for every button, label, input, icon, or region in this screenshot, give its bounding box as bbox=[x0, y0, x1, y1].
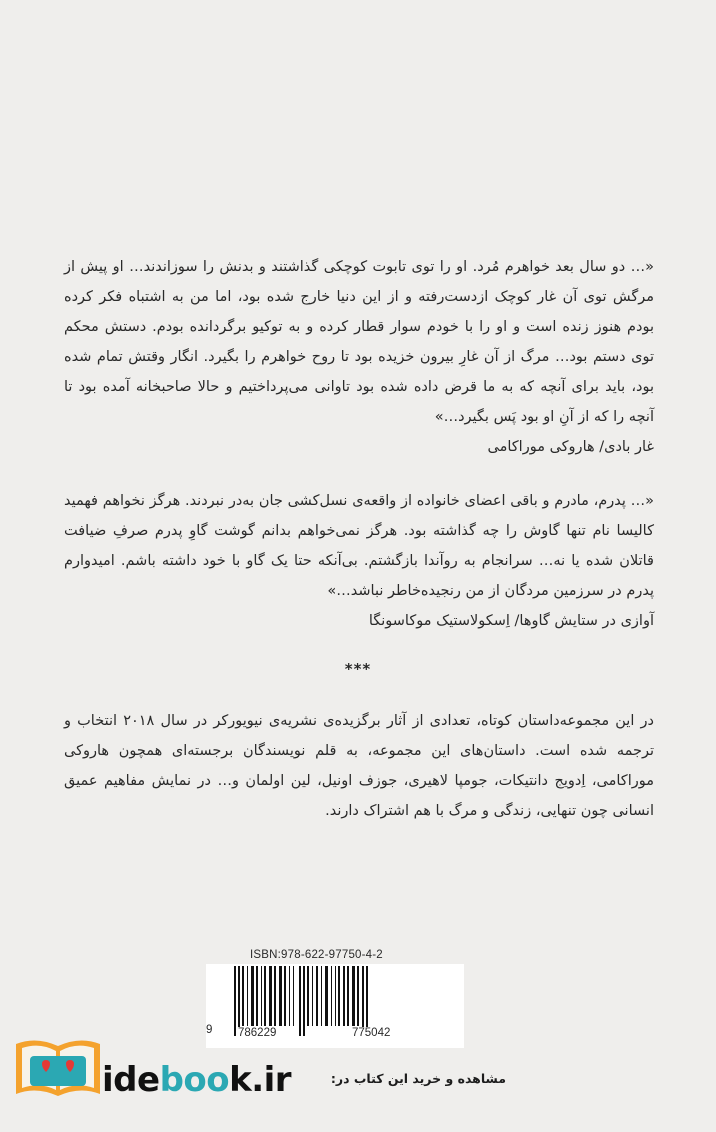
barcode-bar bbox=[331, 966, 332, 1026]
barcode-bar bbox=[303, 966, 305, 1036]
barcode-bar bbox=[366, 966, 368, 1036]
barcode-bar bbox=[261, 966, 262, 1026]
barcode-left-digits: 786229 bbox=[238, 1027, 277, 1039]
barcode-bar bbox=[347, 966, 349, 1026]
barcode-bar bbox=[234, 966, 236, 1036]
barcode-bar bbox=[299, 966, 301, 1036]
quote-block-1 bbox=[64, 252, 654, 462]
barcode-bar bbox=[247, 966, 248, 1026]
barcode-bar bbox=[321, 966, 322, 1026]
quote-source: غار بادی/ هاروکی موراکامی bbox=[487, 439, 654, 455]
book-description: در این مجموعه‌داستان کوتاه، تعدادی از آثار برگزیده‌ی نشریه‌ی نیویورکر در سال ۲۰۱۸ انتخاب و ترجمه شده است. داستان‌های این مجموعه، به قلم نویسندگان برجسته‌ای همچون هاروکی موراکامی، اِدویج دانتیکات، جومپا لاهیری، جوزف اونیل، لین اولمان و… در نمایش مفاهیم عمیق انسانی چون تنهایی، زندگی و مرگ با هم اشتراک دارند. bbox=[64, 713, 654, 819]
barcode-bar bbox=[269, 966, 272, 1026]
barcode-bar bbox=[316, 966, 318, 1026]
quote-text: «… دو سال بعد خواهرم مُرد. او را توی تابوت کوچکی گذاشتند و بدنش را سوزاندند… او پیش از مرگش توی آن غار کوچک ازدست‌رفته و از این دنیا خارج شده بود، اما من به اشتباه فکر کرده بودم هنوز زنده است و او را با خودم سوار قطار کرده و به توکیو برگردانده بودم. دستش محکم توی دستم بود… مرگ از آن غارِ بیرون خزیده بود تا روح خواهرم را بگیرد. انگار وقتش تمام شده بود، باید برای آنچه که به ما قرض داده شده بود تاوانی می‌پرداختیم و حالا صاحبخانه آمده بود تا آنچه را که از آنِ او بود پَس بگیرد…» bbox=[64, 259, 654, 425]
barcode-bar bbox=[325, 966, 328, 1026]
barcode-bar bbox=[343, 966, 345, 1026]
quote-source: آوازی در ستایش گاوها/ اِسکولاستیک موکاسونگا bbox=[368, 613, 654, 629]
barcode-bar bbox=[274, 966, 276, 1026]
barcode-first-digit: 9 bbox=[206, 1024, 213, 1036]
barcode-bar bbox=[238, 966, 240, 1036]
promo-text: مشاهده و خرید این کتاب در: bbox=[330, 1071, 506, 1086]
barcode-bar bbox=[279, 966, 282, 1026]
logo-prefix: ide bbox=[102, 1060, 160, 1100]
open-book-icon bbox=[12, 1034, 104, 1102]
barcode-bar bbox=[289, 966, 290, 1026]
barcode-bar bbox=[256, 966, 258, 1026]
barcode bbox=[206, 964, 464, 1048]
logo-suffix: k.ir bbox=[229, 1060, 292, 1100]
barcode-bar bbox=[338, 966, 340, 1026]
barcode-bar bbox=[284, 966, 286, 1026]
barcode-bar bbox=[307, 966, 309, 1026]
barcode-right-digits: 775042 bbox=[352, 1027, 391, 1039]
section-separator: *** bbox=[344, 660, 372, 678]
barcode-bar bbox=[357, 966, 359, 1026]
barcode-bar bbox=[352, 966, 355, 1026]
barcode-bar bbox=[362, 966, 364, 1036]
barcode-bar bbox=[312, 966, 313, 1026]
barcode-bar bbox=[335, 966, 336, 1026]
isbn-label: ISBN:978-622-97750-4-2 bbox=[250, 949, 383, 961]
quote-text: «… پدرم، مادرم و باقی اعضای خانواده از واقعه‌ی نسل‌کشی جان به‌در نبردند. هرگز نخواهم فهمید کالیسا نام تنها گاوش را چه گذاشته بود. هرگز نمی‌خواهم بدانم گوشت گاوِ پدرم صرفِ ضیافت قاتلان شده یا نه… سرانجام به روآندا بازگشتم. بی‌آنکه حتا یک گاو با خود داشته باشم. امیدوارم پدرم در سرزمین مردگان از من رنجیده‌خاطر نباشد…» bbox=[64, 493, 654, 599]
barcode-bar bbox=[293, 966, 294, 1026]
barcode-bar bbox=[251, 966, 254, 1026]
barcode-bar bbox=[242, 966, 244, 1026]
site-logo-wordmark[interactable] bbox=[102, 1060, 291, 1100]
quote-block-2 bbox=[64, 486, 654, 636]
barcode-bar bbox=[264, 966, 266, 1026]
logo-accent: boo bbox=[159, 1060, 230, 1100]
